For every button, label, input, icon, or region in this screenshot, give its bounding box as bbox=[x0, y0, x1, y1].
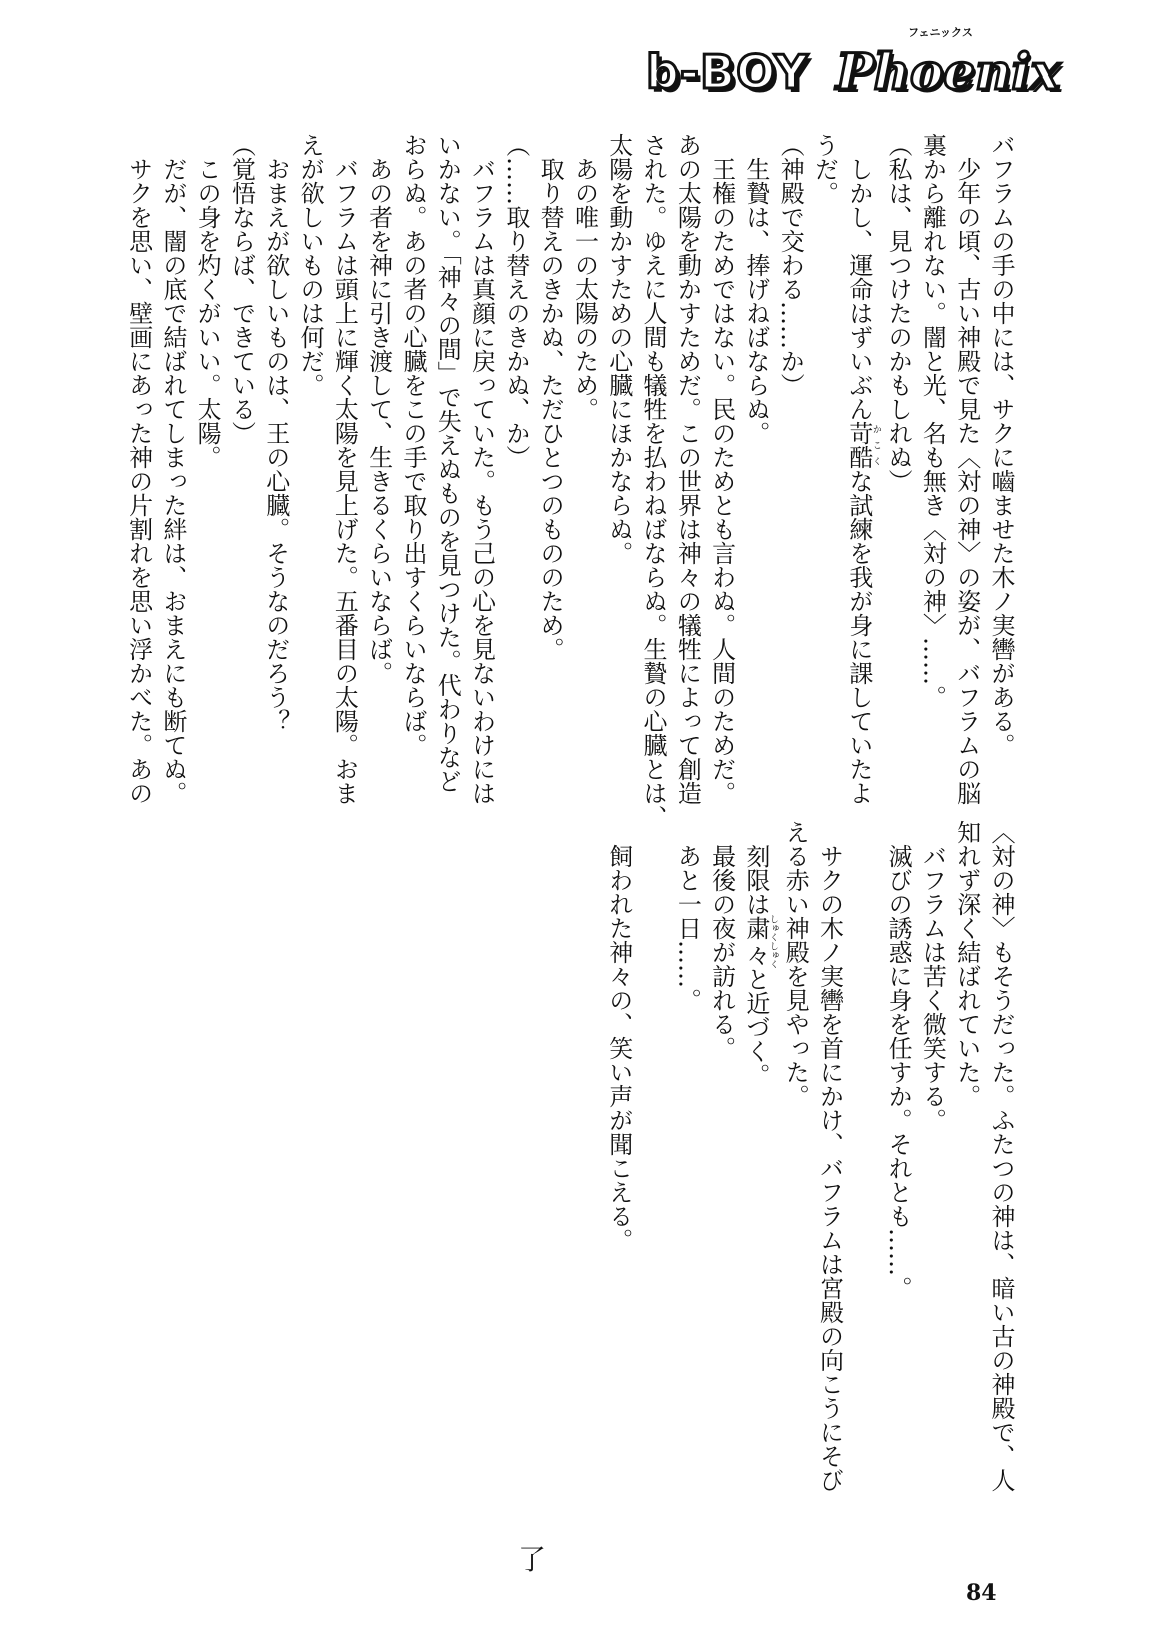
ruby-reading: かこく bbox=[870, 421, 881, 469]
logo-main-text: b-BOY bbox=[646, 45, 809, 99]
text-line: 太陽を動かすための心臓にほかならぬ。 bbox=[604, 133, 633, 565]
text-line: （……取り替えのきかぬ、か） bbox=[501, 133, 530, 469]
text-line: 〈対の神〉もそうだった。ふたつの神は、暗い古の神殿で、人 bbox=[987, 820, 1015, 1492]
text-line: 知れず深く結ばれていた。 bbox=[952, 820, 981, 1108]
text-line: 王権のためではない。民のためとも言わぬ。人間のためだ。 bbox=[707, 133, 736, 805]
text-line: された。ゆえに人間も犠牲を払わねばならぬ。生贄の心臓とは、 bbox=[639, 133, 668, 829]
text-segment: しかし、運命はずいぶん bbox=[844, 133, 873, 421]
text-line: あの者を神に引き渡して、生きるくらいならば。 bbox=[364, 133, 393, 685]
text-line: おまえが欲しいものは、王の心臓。そうなのだろう？ bbox=[261, 133, 290, 733]
logo-script-text: Phoenix bbox=[836, 42, 1061, 101]
text-line: （神殿で交わる……か） bbox=[776, 133, 805, 397]
text-segment: な試練を我が身に課していたよ bbox=[844, 469, 873, 805]
text-segment: 刻限は bbox=[741, 820, 770, 916]
text-line: うだ。 bbox=[810, 133, 839, 205]
text-line: バフラムは真顔に戻っていた。もう己の心を見ないわけには bbox=[467, 133, 496, 805]
text-line: （私は、見つけたのかもしれぬ） bbox=[884, 133, 913, 493]
text-line: いかない。「神々の間」で失えぬものを見つけた。代わりなど bbox=[433, 133, 462, 793]
text-line: 飼われた神々の、笑い声が聞こえる。 bbox=[604, 820, 633, 1252]
text-line: 最後の夜が訪れる。 bbox=[707, 820, 736, 1060]
text-line: あの唯一の太陽のため。 bbox=[570, 133, 599, 421]
text-block-bottom bbox=[601, 820, 1018, 1492]
text-line: える赤い神殿を見やった。 bbox=[781, 820, 810, 1108]
text-line: サクの木ノ実轡を首にかけ、バフラムは宮殿の向こうにそび bbox=[815, 820, 844, 1492]
magazine-logo bbox=[646, 26, 1096, 102]
text-line: えが欲しいものは何だ。 bbox=[296, 133, 325, 397]
text-line: だが、闇の底で結ばれてしまった絆は、おまえにも断てぬ。 bbox=[158, 133, 187, 805]
text-line: 取り替えのきかぬ、ただひとつのもののため。 bbox=[536, 133, 565, 661]
text-line: サクを思い、壁画にあった神の片割れを思い浮かべた。あの bbox=[124, 133, 153, 805]
text-line bbox=[842, 133, 881, 805]
text-line: バフラムは頭上に輝く太陽を見上げた。五番目の太陽。おま bbox=[330, 133, 359, 805]
text-block-top bbox=[121, 133, 1018, 829]
text-line bbox=[636, 820, 670, 1460]
text-segment: と近づく。 bbox=[741, 967, 770, 1087]
text-line: あと一日……。 bbox=[673, 820, 702, 1012]
text-line: この身を灼くがいい。太陽。 bbox=[193, 133, 222, 469]
text-line: 裏から離れない。闇と光、名も無き〈対の神〉……。 bbox=[918, 133, 947, 709]
ruby-word bbox=[844, 421, 881, 469]
text-line: 生贄は、捧げねばならぬ。 bbox=[741, 133, 770, 445]
end-mark: 了 bbox=[518, 1543, 547, 1576]
ruby-word bbox=[741, 914, 778, 969]
text-line bbox=[739, 820, 778, 1460]
ruby-base: 粛々 bbox=[741, 914, 770, 969]
text-line: （覚悟ならば、できている） bbox=[227, 133, 256, 445]
ruby-reading: しゅくしゅく bbox=[767, 914, 778, 969]
ruby-base: 苛酷 bbox=[844, 421, 873, 469]
text-line bbox=[847, 820, 881, 1460]
text-line: バフラムは苦く微笑する。 bbox=[918, 820, 947, 1132]
page-number: 84 bbox=[966, 1580, 997, 1606]
logo-kana-text: フェニックス bbox=[908, 26, 973, 39]
text-line: あの太陽を動かすためだ。この世界は神々の犠牲によって創造 bbox=[673, 133, 702, 805]
text-line: おらぬ。あの者の心臓をこの手で取り出すくらいならば。 bbox=[398, 133, 427, 757]
text-line: 少年の頃、古い神殿で見た〈対の神〉の姿が、バフラムの脳 bbox=[952, 133, 981, 805]
text-line: 滅びの誘惑に身を任すか。それとも……。 bbox=[884, 820, 913, 1300]
text-line: バフラムの手の中には、サクに嚙ませた木ノ実轡がある。 bbox=[987, 133, 1015, 757]
